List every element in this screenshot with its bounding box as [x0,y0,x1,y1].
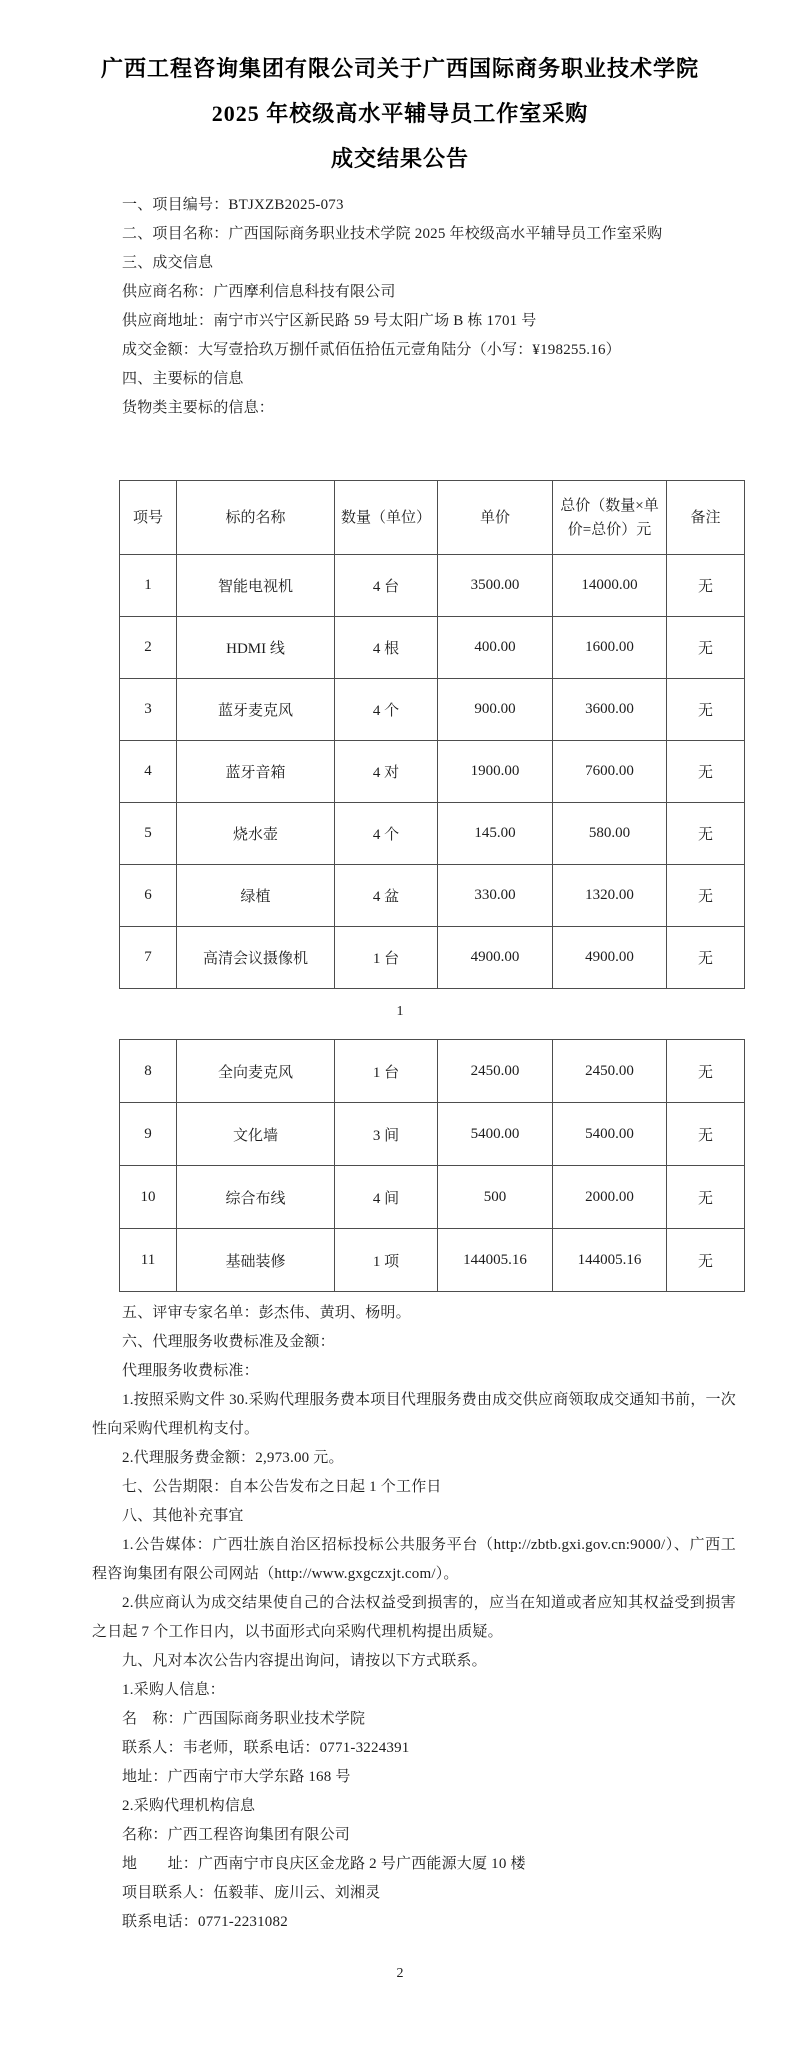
table-cell: 500 [438,1166,553,1229]
closing-paragraph-18: 项目联系人：伍毅菲、庞川云、刘湘灵 [122,1885,381,1901]
closing-paragraph-6: 七、公告期限：自本公告发布之日起 1 个工作日 [122,1479,442,1495]
intro-paragraph-5: 供应商地址：南宁市兴宁区新民路 59 号太阳广场 B 栋 1701 号 [122,313,537,329]
table-cell: 900.00 [438,679,553,741]
table-cell: 无 [667,1040,745,1103]
title-line-3: 成交结果公告 [330,146,469,171]
table-cell: 无 [667,1229,745,1292]
table-cell: 6 [120,865,177,927]
table-header-cell-5: 总价（数量×单价=总价）元 [553,481,667,555]
page-number-2: 2 [396,1966,404,1981]
table-cell: 8 [120,1040,177,1103]
table-header-cell-4: 单价 [438,481,553,555]
table-header-cell-1: 项号 [120,481,177,555]
table-row-item-11 [120,1229,745,1292]
intro-paragraph-1: 一、项目编号：BTJXZB2025-073 [122,197,344,213]
table-header-cell-2: 标的名称 [177,481,335,555]
intro-paragraph-6: 成交金额：大写壹拾玖万捌仟贰佰伍拾伍元壹角陆分（小写：¥198255.16） [122,342,621,358]
table-header-row [120,481,745,555]
table-cell: 145.00 [438,803,553,865]
table-row-item-3 [120,679,745,741]
table-cell: 144005.16 [438,1229,553,1292]
table-cell: 无 [667,1103,745,1166]
table-cell: 无 [667,927,745,989]
table-cell: 1320.00 [553,865,667,927]
table-cell: 智能电视机 [177,555,335,617]
table-cell: HDMI 线 [177,617,335,679]
table-cell: 14000.00 [553,555,667,617]
table-cell: 5400.00 [553,1103,667,1166]
table-row-item-4 [120,741,745,803]
table-cell: 4900.00 [438,927,553,989]
table-row-item-5 [120,803,745,865]
title-line-2: 2025 年校级高水平辅导员工作室采购 [211,101,589,126]
table-cell: 1900.00 [438,741,553,803]
table-cell: 11 [120,1229,177,1292]
table-cell: 无 [667,555,745,617]
table-cell: 1 台 [335,927,438,989]
closing-section [0,1299,800,1937]
table-cell: 2000.00 [553,1166,667,1229]
closing-paragraph-14: 地址：广西南宁市大学东路 168 号 [122,1769,351,1785]
closing-paragraph-4: 1.按照采购文件 30.采购代理服务费本项目代理服务费由成交供应商领取成交通知书前，一次性向采购代理机构支付。 [92,1392,736,1437]
closing-paragraph-17: 地 址：广西南宁市良庆区金龙路 2 号广西能源大厦 10 楼 [122,1856,526,1872]
closing-paragraph-3: 代理服务收费标准： [122,1363,259,1379]
table-cell: 7600.00 [553,741,667,803]
table-cell: 无 [667,1166,745,1229]
table-cell: 3600.00 [553,679,667,741]
table-cell: 无 [667,741,745,803]
goods-table-page1 [119,480,745,989]
table-cell: 4 根 [335,617,438,679]
table-cell: 综合布线 [177,1166,335,1229]
table-cell: 绿植 [177,865,335,927]
closing-paragraph-11: 1.采购人信息： [122,1682,225,1698]
table-cell: 2 [120,617,177,679]
table-cell: 基础装修 [177,1229,335,1292]
table-cell: 4 间 [335,1166,438,1229]
table-row-item-10 [120,1166,745,1229]
intro-paragraph-4: 供应商名称：广西摩利信息科技有限公司 [122,284,396,300]
table-cell: 3 间 [335,1103,438,1166]
intro-paragraph-2: 二、项目名称：广西国际商务职业技术学院 2025 年校级高水平辅导员工作室采购 [122,226,663,242]
table-cell: 5 [120,803,177,865]
table-cell: 无 [667,803,745,865]
closing-paragraph-2: 六、代理服务收费标准及金额： [122,1334,335,1350]
table-row-item-6 [120,865,745,927]
table-cell: 3500.00 [438,555,553,617]
intro-paragraph-3: 三、成交信息 [122,255,214,271]
table-cell: 580.00 [553,803,667,865]
table-cell: 4 [120,741,177,803]
table-cell: 144005.16 [553,1229,667,1292]
page-number-1: 1 [396,1004,404,1019]
table-cell: 4 台 [335,555,438,617]
table-cell: 1 项 [335,1229,438,1292]
table-cell: 高清会议摄像机 [177,927,335,989]
table-cell: 4 个 [335,803,438,865]
closing-paragraph-5: 2.代理服务费金额：2,973.00 元。 [122,1450,344,1466]
table-cell: 蓝牙音箱 [177,741,335,803]
table-cell: 2450.00 [553,1040,667,1103]
table-cell: 9 [120,1103,177,1166]
table-cell: 无 [667,617,745,679]
table-row-item-8 [120,1040,745,1103]
closing-paragraph-9: 2.供应商认为成交结果使自己的合法权益受到损害的，应当在知道或者应知其权益受到损害之日起 7 个工作日内，以书面形式向采购代理机构提出质疑。 [92,1595,736,1640]
table-cell: 文化墙 [177,1103,335,1166]
table-cell: 7 [120,927,177,989]
goods-table-page2 [119,1039,745,1292]
table-cell: 3 [120,679,177,741]
table-cell: 1600.00 [553,617,667,679]
title-line-1: 广西工程咨询集团有限公司关于广西国际商务职业技术学院 [100,56,699,81]
closing-paragraph-19: 联系电话：0771-2231082 [122,1914,288,1930]
closing-paragraph-10: 九、凡对本次公告内容提出询问，请按以下方式联系。 [122,1653,487,1669]
table-cell: 400.00 [438,617,553,679]
table-cell: 1 [120,555,177,617]
table-row-item-7 [120,927,745,989]
closing-paragraph-12: 名 称：广西国际商务职业技术学院 [122,1711,366,1727]
table-header-cell-6: 备注 [667,481,745,555]
table-cell: 5400.00 [438,1103,553,1166]
document-title [0,46,800,181]
intro-section [0,191,800,423]
table-cell: 4900.00 [553,927,667,989]
closing-paragraph-13: 联系人：韦老师，联系电话：0771-3224391 [122,1740,410,1756]
closing-paragraph-1: 五、评审专家名单：彭杰伟、黄玥、杨明。 [122,1305,411,1321]
table-cell: 蓝牙麦克风 [177,679,335,741]
closing-paragraph-8: 1.公告媒体：广西壮族自治区招标投标公共服务平台（http://zbtb.gxi.gov.cn:9000/）、广西工程咨询集团有限公司网站（http://www.gxgczxjt.com/）。 [92,1537,736,1582]
closing-paragraph-16: 名称：广西工程咨询集团有限公司 [122,1827,351,1843]
table-cell: 4 个 [335,679,438,741]
intro-paragraph-8: 货物类主要标的信息： [122,400,275,416]
table-cell: 烧水壶 [177,803,335,865]
table-cell: 4 对 [335,741,438,803]
table-header-cell-3: 数量（单位） [335,481,438,555]
table-cell: 1 台 [335,1040,438,1103]
table-cell: 无 [667,865,745,927]
closing-paragraph-15: 2.采购代理机构信息 [122,1798,256,1814]
table-cell: 全向麦克风 [177,1040,335,1103]
table-cell: 2450.00 [438,1040,553,1103]
closing-paragraph-7: 八、其他补充事宜 [122,1508,244,1524]
table-row-item-1 [120,555,745,617]
table-row-item-9 [120,1103,745,1166]
intro-paragraph-7: 四、主要标的信息 [122,371,244,387]
table-cell: 4 盆 [335,865,438,927]
table-cell: 330.00 [438,865,553,927]
table-cell: 10 [120,1166,177,1229]
table-cell: 无 [667,679,745,741]
table-row-item-2 [120,617,745,679]
